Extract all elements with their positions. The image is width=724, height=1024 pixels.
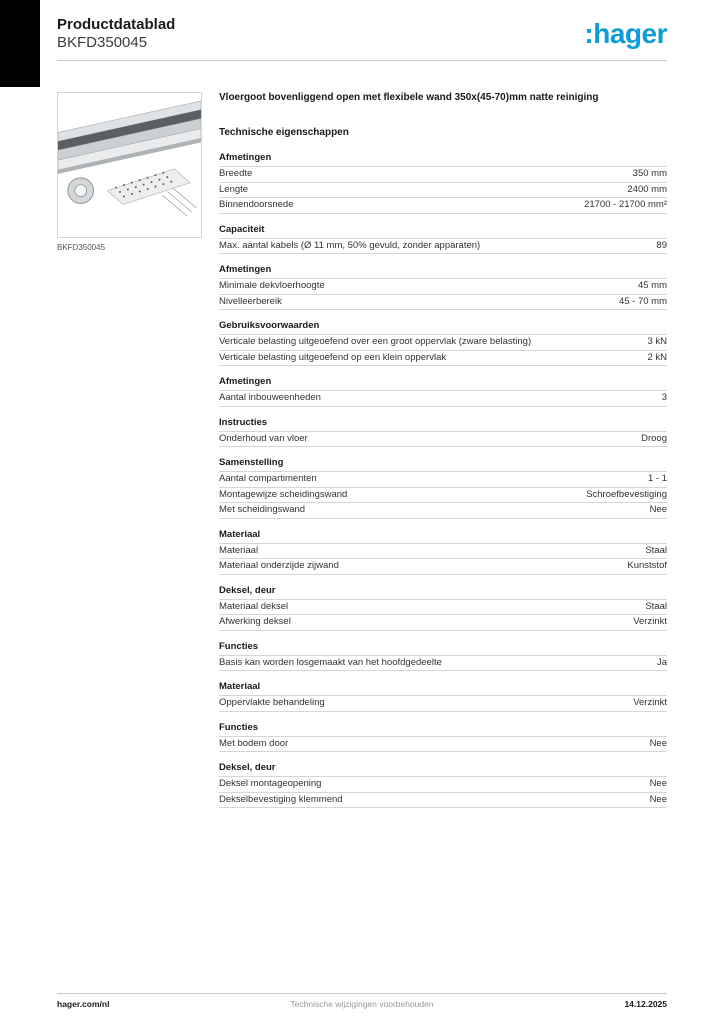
spec-rows: [219, 736, 667, 753]
spec-section-title: Materiaal: [219, 528, 261, 540]
footer-site: hager.com/nl: [57, 999, 110, 1009]
spec-section-title: Instructies: [219, 416, 268, 428]
spec-label: Afwerking deksel: [219, 616, 291, 627]
spec-value: 2 kN: [647, 351, 667, 363]
footer-divider: [57, 993, 667, 994]
spec-section: [219, 225, 667, 255]
spec-row: [219, 351, 667, 367]
spec-rows: [219, 655, 667, 672]
spec-section: [219, 321, 667, 366]
product-image: [58, 93, 201, 237]
spec-row: [219, 432, 667, 448]
spec-value: Nee: [649, 793, 667, 805]
print-corner-mark: [0, 0, 40, 87]
spec-value: Kunststof: [627, 560, 667, 571]
spec-label: Binnendoorsnede: [219, 199, 294, 210]
spec-row: [219, 183, 667, 199]
spec-rows: [219, 543, 667, 575]
spec-value: Staal: [645, 544, 667, 556]
header: [57, 16, 175, 52]
spec-label: Aantal compartimenten: [219, 473, 317, 484]
product-title: Vloergoot bovenliggend open met flexibele wand 350x(45-70)mm natte reiniging: [219, 92, 599, 103]
spec-section: [219, 377, 667, 407]
spec-row: [219, 472, 667, 488]
spec-section: [219, 418, 667, 448]
spec-value: 1 - 1: [647, 473, 667, 484]
spec-section-title: Functies: [219, 640, 259, 652]
spec-section: [219, 763, 667, 808]
spec-rows: [219, 695, 667, 712]
spec-row: [219, 656, 667, 672]
spec-label: Deksel montageopening: [219, 778, 322, 789]
spec-label: Dekselbevestiging klemmend: [219, 793, 343, 805]
spec-value: 89: [656, 239, 667, 251]
spec-value: Staal: [645, 600, 667, 612]
spec-value: Schroefbevestiging: [586, 488, 667, 500]
spec-section: [219, 682, 667, 712]
spec-label: Minimale dekvloerhoogte: [219, 280, 325, 291]
spec-row: [219, 295, 667, 311]
spec-sections: [219, 153, 667, 808]
spec-value: 45 mm: [637, 280, 667, 291]
spec-row: [219, 279, 667, 295]
spec-label: Breedte: [219, 168, 253, 179]
spec-value: 45 - 70 mm: [618, 295, 667, 307]
product-code: BKFD350045: [57, 34, 148, 51]
spec-section: [219, 530, 667, 575]
spec-rows: [219, 334, 667, 366]
spec-label: Met scheidingswand: [219, 504, 306, 515]
spec-label: Met bodem door: [219, 737, 289, 749]
product-image-caption: BKFD350045: [57, 243, 106, 252]
spec-section: [219, 723, 667, 753]
spec-value: Ja: [656, 656, 667, 668]
document-type-title: Productdatablad: [57, 16, 176, 33]
spec-value: Verzinkt: [633, 616, 667, 627]
spec-value: 21700 - 21700 mm²: [584, 199, 667, 210]
spec-label: Oppervlakte behandeling: [219, 697, 325, 708]
spec-row: [219, 559, 667, 575]
spec-section: [219, 153, 667, 214]
hager-logo: :hager: [584, 18, 667, 49]
spec-rows: [219, 238, 667, 255]
spec-label: Aantal inbouweenheden: [219, 392, 321, 403]
spec-row: [219, 503, 667, 519]
spec-label: Materiaal onderzijde zijwand: [219, 560, 339, 571]
spec-row: [219, 239, 667, 255]
spec-section: [219, 586, 667, 631]
spec-label: Onderhoud van vloer: [219, 432, 308, 444]
spec-value: Droog: [641, 432, 667, 444]
spec-row: [219, 544, 667, 560]
spec-rows: [219, 166, 667, 214]
spec-value: 350 mm: [632, 168, 667, 179]
spec-section-title: Afmetingen: [219, 376, 272, 387]
spec-section: [219, 458, 667, 519]
spec-section-title: Functies: [219, 721, 259, 733]
spec-row: [219, 696, 667, 712]
spec-value: 3 kN: [647, 336, 667, 347]
spec-label: Nivelleerbereik: [219, 295, 282, 307]
product-image-box: [57, 92, 202, 238]
spec-row: [219, 615, 667, 631]
spec-section-title: Afmetingen: [219, 152, 272, 163]
spec-rows: [219, 599, 667, 631]
footer-notice: Technische wijzigingen voorbehouden: [290, 999, 434, 1009]
technical-properties-heading: Technische eigenschappen: [219, 127, 349, 138]
spec-label: Lengte: [219, 183, 249, 195]
spec-value: 3: [661, 392, 667, 403]
spec-value: Nee: [649, 778, 667, 789]
spec-rows: [219, 471, 667, 519]
spec-row: [219, 777, 667, 793]
spec-section-title: Deksel, deur: [219, 762, 276, 773]
spec-value: Nee: [649, 504, 667, 515]
spec-section-title: Deksel, deur: [219, 584, 276, 596]
spec-row: [219, 167, 667, 183]
main-content: [219, 92, 667, 819]
spec-section: [219, 265, 667, 310]
spec-value: Verzinkt: [633, 697, 667, 708]
spec-row: [219, 793, 667, 809]
spec-section-title: Samenstelling: [219, 457, 284, 468]
spec-rows: [219, 776, 667, 808]
spec-row: [219, 391, 667, 407]
spec-row: [219, 600, 667, 616]
spec-section-title: Capaciteit: [219, 223, 265, 235]
spec-label: Montagewijze scheidingswand: [219, 488, 348, 500]
header-divider: [57, 60, 667, 61]
spec-value: 2400 mm: [627, 183, 667, 195]
spec-row: [219, 488, 667, 504]
spec-section: [219, 642, 667, 672]
spec-label: Max. aantal kabels (Ø 11 mm, 50% gevuld, zonder apparaten): [219, 239, 481, 251]
spec-row: [219, 198, 667, 214]
footer-date: 14.12.2025: [624, 999, 667, 1009]
spec-section-title: Gebruiksvoorwaarden: [219, 320, 320, 331]
spec-section-title: Afmetingen: [219, 264, 272, 275]
spec-value: Nee: [649, 737, 667, 749]
spec-row: [219, 737, 667, 753]
spec-rows: [219, 278, 667, 310]
spec-rows: [219, 431, 667, 448]
spec-label: Materiaal deksel: [219, 600, 289, 612]
spec-section-title: Materiaal: [219, 681, 261, 692]
spec-label: Verticale belasting uitgeoefend over een groot oppervlak (zware belasting): [219, 336, 532, 347]
spec-label: Verticale belasting uitgeoefend op een klein oppervlak: [219, 351, 447, 363]
spec-label: Materiaal: [219, 544, 259, 556]
spec-row: [219, 335, 667, 351]
spec-label: Basis kan worden losgemaakt van het hoofdgedeelte: [219, 656, 442, 668]
spec-rows: [219, 390, 667, 407]
